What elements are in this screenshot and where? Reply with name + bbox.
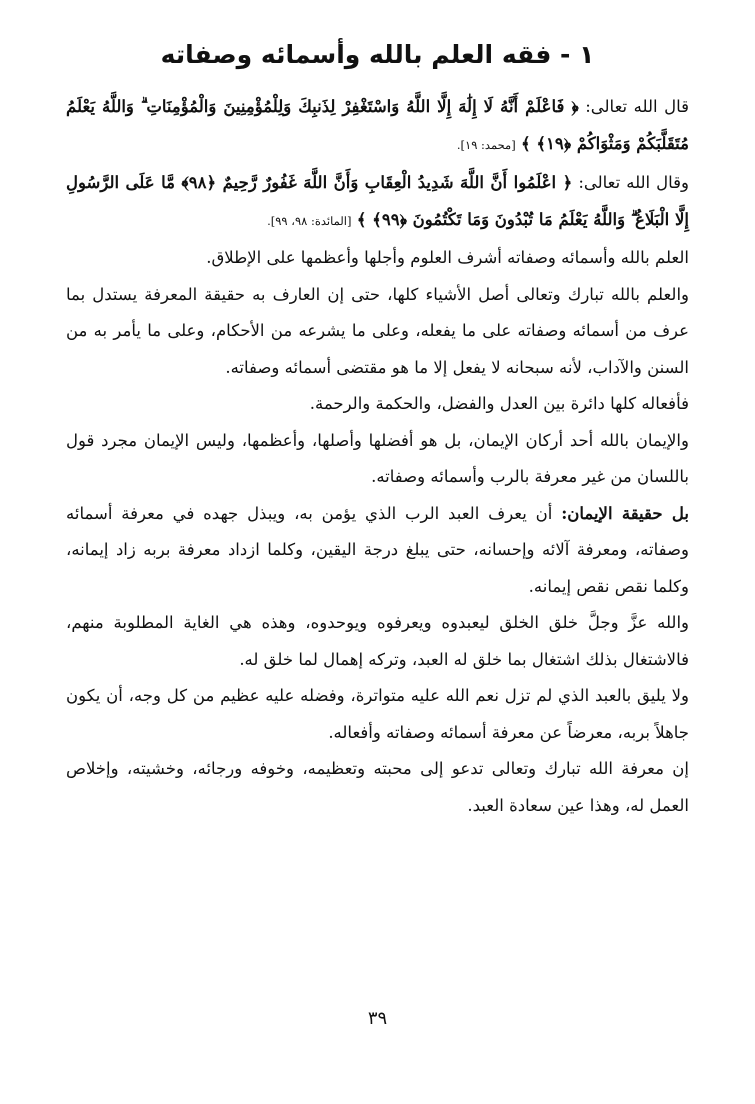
paragraph-text: والإيمان بالله أحد أركان الإيمان، بل هو أفضلها وأصلها، وأعظمها، وليس الإيمان مجرد قول باللسان من غير معرفة بالرب وأسمائه وصفاته.: [66, 430, 689, 486]
quote-intro: وقال الله تعالى:: [578, 173, 690, 192]
paragraph-text: العلم بالله وأسمائه وصفاته أشرف العلوم وأجلها وأعظمها على الإطلاق.: [206, 248, 689, 267]
verse-reference: [المائدة: ٩٨، ٩٩].: [267, 214, 352, 228]
body-paragraph: [66, 386, 689, 423]
paragraph-text: والعلم بالله تبارك وتعالى أصل الأشياء كلها، حتى إن العارف به حقيقة المعرفة يستدل بما عرف من أسمائه وصفاته على ما يفعله، وعلى ما يشرعه من الأحكام، وعلى ما يأمر به من السنن والآداب، لأنه سبحانه لا يفعل إلا ما هو مقتضى أسمائه وصفاته.: [66, 284, 689, 377]
body-paragraph: [66, 423, 689, 496]
page-number: ٣٩: [367, 1008, 388, 1029]
paragraph-text: أن يعرف العبد الرب الذي يؤمن به، ويبذل جهده في معرفة أسمائه وصفاته، ومعرفة آلائه وإحسانه، حتى يبلغ درجة اليقين، وكلما ازداد معرفة بربه زاد إيمانه، وكلما نقص نقص إيمانه.: [66, 503, 689, 596]
quran-quote: [66, 164, 689, 240]
paragraph-text: والله عزَّ وجلَّ خلق الخلق ليعبدوه ويعرفوه ويوحدوه، وهذه هي الغاية المطلوبة منهم، فالاشتغال بذلك اشتغال بما خلق له العبد، وتركه إهمال لما خلق له.: [66, 613, 689, 669]
paragraph-text: ولا يليق بالعبد الذي لم تزل نعم الله عليه متواترة، وفضله عليه عظيم من كل وجه، أن يكون جاهلاً بربه، معرضاً عن معرفة أسمائه وصفاته وأفعاله.: [66, 686, 689, 742]
quote-intro: قال الله تعالى:: [585, 97, 690, 116]
body-paragraph: [66, 277, 689, 387]
verse-reference: [محمد: ١٩].: [456, 138, 516, 152]
paragraph-text: فأفعاله كلها دائرة بين العدل والفضل، والحكمة والرحمة.: [309, 394, 689, 413]
body-paragraph: [66, 751, 689, 824]
quran-verse: ﴿ فَاعْلَمْ أَنَّهُ لَا إِلَٰهَ إِلَّا اللَّهُ وَاسْتَغْفِرْ لِذَنبِكَ وَلِلْمُؤْمِنِينَ وَالْمُؤْمِنَاتِ ۗ وَاللَّهُ يَعْلَمُ مُتَقَلَّبَكُمْ وَمَثْوَاكُمْ ﴿١٩﴾ ﴾: [66, 97, 689, 153]
quran-verse: ﴿ اعْلَمُوا أَنَّ اللَّهَ شَدِيدُ الْعِقَابِ وَأَنَّ اللَّهَ غَفُورٌ رَّحِيمٌ ﴿٩٨﴾ مَّا عَلَى الرَّسُولِ إِلَّا الْبَلَاغُ ۗ وَاللَّهُ يَعْلَمُ مَا تُبْدُونَ وَمَا تَكْتُمُونَ ﴿٩٩﴾ ﴾: [66, 173, 689, 229]
body-paragraph: [66, 240, 689, 277]
body-paragraph: [66, 678, 689, 751]
body-paragraph: [66, 496, 689, 606]
body-paragraph: [66, 605, 689, 678]
quran-quote: [66, 88, 689, 164]
paragraph-text: إن معرفة الله تبارك وتعالى تدعو إلى محبته وتعظيمه، وخوفه ورجائه، وخشيته، وإخلاص العمل له، وهذا عين سعادة العبد.: [66, 759, 689, 815]
chapter-title: ١ - فقه العلم بالله وأسمائه وصفاته: [160, 40, 595, 69]
paragraph-label: بل حقيقة الإيمان:: [561, 503, 689, 523]
